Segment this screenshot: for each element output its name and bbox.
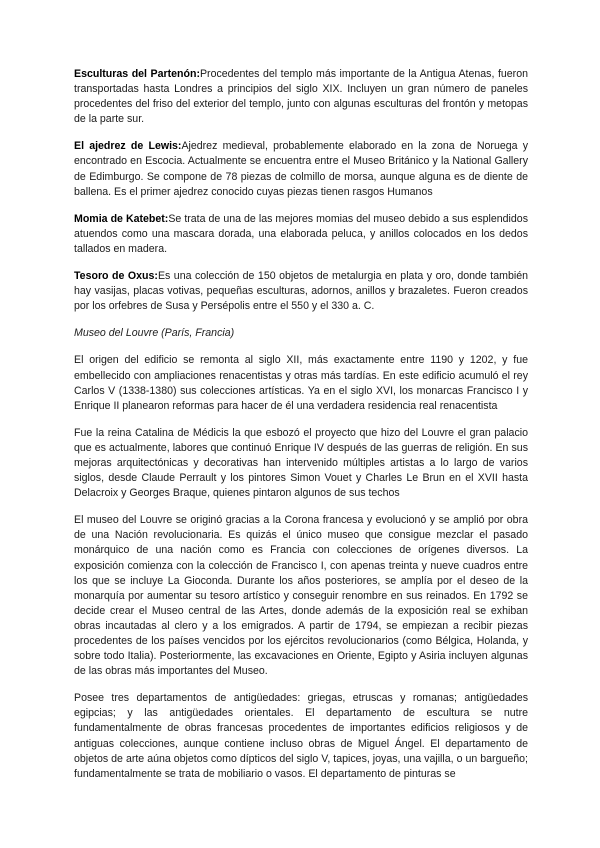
entry-parthenon-sculptures bbox=[74, 67, 528, 127]
entry-oxus-treasure bbox=[74, 269, 528, 314]
entry-text: Ajedrez medieval, probablemente elaborado en la zona de Noruega y encontrado en Escocia. Actualmente se encuentra entre el Museo Británico y la National Gallery de Edimburgo. Se compone de 78 piezas de colmillo de morsa, aunque alguna es de diente de ballena. Es el primer ajedrez conocido cuyas piezas tienen rasgos Humanos bbox=[74, 140, 529, 198]
entry-text: Se trata de una de las mejores momias del museo debido a sus esplendidos atuendos como una mascara dorada, una elaborada peluca, y anillos colocados en los dedos tallados en madera. bbox=[74, 212, 528, 255]
entry-term: Tesoro de Oxus: bbox=[74, 270, 158, 283]
entry-text: Es una colección de 150 objetos de metalurgia en plata y oro, donde también hay vasijas, placas votivas, pequeñas esculturas, adornos, anillos y brazaletes. Fueron creados por los orfebres de Susa y Persépolis entre el 550 y el 330 a. C. bbox=[74, 270, 528, 313]
paragraph: El origen del edificio se remonta al siglo XII, más exactamente entre 1190 y 1202, y fue embellecido con ampliaciones renacentistas y otras más tardías. En este edificio acumuló el rey Carlos V (1338-1380) sus colecciones artísticas. Ya en el siglo XVI, los monarcas Francisco I y Enrique II planearon reformas para hacer de él una verdadera residencia real renacentista bbox=[74, 354, 528, 412]
entry-lewis-chessmen bbox=[74, 139, 528, 199]
entry-term: El ajedrez de Lewis: bbox=[74, 140, 182, 153]
paragraph: Posee tres departamentos de antigüedades: griegas, etruscas y romanas; antigüedades egipcias; y las antigüedades orientales. El departamento de escultura se nutre fundamentalmente de obras francesas procedentes de importantes edificios religiosos y de antiguas colecciones, aunque contiene incluso obras de Miguel Ángel. El departamento de objetos de arte aúna objetos como dípticos del siglo V, tapices, joyas, una vajilla, o un bargueño; fundamentalmente se trata de mobiliario o vasos. El departamento de pinturas se bbox=[74, 692, 528, 780]
entry-katebet-mummy bbox=[74, 212, 528, 257]
paragraph: Fue la reina Catalina de Médicis la que esbozó el proyecto que hizo del Louvre el gran palacio que es actualmente, labores que continuó Enrique IV después de las guerras de religión. En sus mejoras arquitectónicas y decorativas han intervenido múltiples artistas a lo largo de varios siglos, desde Claude Perrault y los pintores Simon Vouet y Charles Le Brun en el XVII hasta Delacroix y Georges Braque, quienes pintaron algunos de sus techos bbox=[74, 426, 528, 500]
entry-term: Momia de Katebet: bbox=[74, 212, 169, 225]
entry-text: Procedentes del templo más importante de la Antigua Atenas, fueron transportadas hasta Londres a principios del siglo XIX. Incluyen un gran número de paneles procedentes del friso del exterior del templo, junto con algunas esculturas del frontón y metopas de la parte sur. bbox=[74, 68, 528, 126]
section-heading: Museo del Louvre (París, Francia) bbox=[74, 327, 235, 340]
paragraph: El museo del Louvre se originó gracias a la Corona francesa y evolucionó y se amplió por obra de una Nación revolucionaria. Es quizás el único museo que consigue mezclar el pasado monárquico de una nación como es Francia con colecciones de orígenes diversos. La exposición comienza con la colección de Francisco I, con apenas treinta y nueve cuadros entre los que se incluye La Gioconda. Durante los años posteriores, se amplía por el deseo de la monarquía por aumentar su tesoro artístico y conseguir renombre en sus reinados. En 1792 se decide crear el Museo central de las Artes, donde además de la exposición real se exhiban obras incautadas al clero y a los emigrados. A partir de 1794, se empiezan a recibir piezas procedentes de los países vencidos por los ejércitos revolucionarios (como Bélgica, Holanda, y sobre todo Italia). Posteriormente, las excavaciones en Oriente, Egipto y Asiria incluyen algunas de las obras más importantes del Museo. bbox=[74, 514, 528, 678]
document-page bbox=[74, 67, 528, 794]
entry-term: Esculturas del Partenón: bbox=[74, 68, 200, 80]
